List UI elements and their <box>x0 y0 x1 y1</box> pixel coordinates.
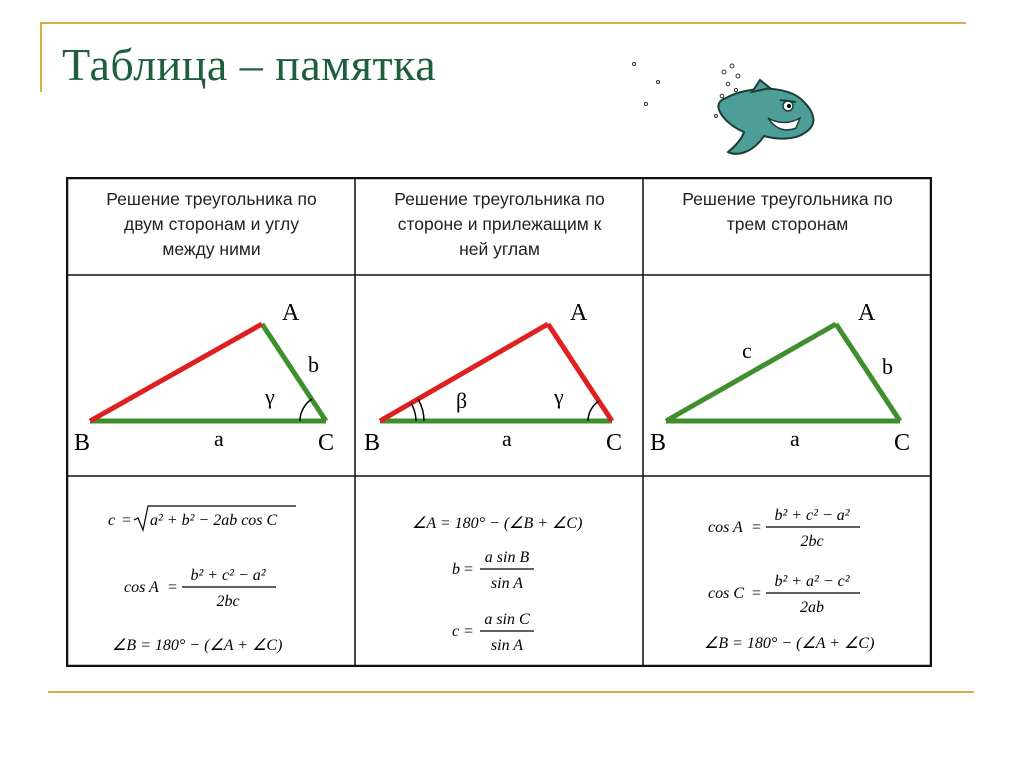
formula-equals: = <box>464 623 474 640</box>
vertex-label-a: A <box>282 300 300 326</box>
formula-equals: = <box>122 512 132 529</box>
formula-numerator: a sin C <box>484 611 530 628</box>
vertex-label-c: C <box>606 430 623 456</box>
formula-numerator: b² + a² − c² <box>774 573 850 590</box>
formula-numerator: b² + c² − a² <box>774 507 850 524</box>
formula-text: ∠B = 180° − (∠A + ∠C) <box>112 637 283 654</box>
formula-law-of-cosines <box>100 500 340 536</box>
side-label-a: a <box>790 426 800 451</box>
side-label-a: a <box>214 426 224 451</box>
formula-angle-b <box>700 626 930 658</box>
angle-label-gamma: γ <box>265 384 275 409</box>
header-col-3 <box>644 187 931 237</box>
formula-lhs: cos A <box>708 519 743 536</box>
bottom-rule <box>48 691 974 693</box>
side-label-c: c <box>742 338 752 363</box>
header-line: Решение треугольника по <box>106 189 317 209</box>
formula-lhs: b <box>452 561 460 578</box>
slide-title: Таблица – памятка <box>62 39 437 90</box>
formula-equals: = <box>168 579 178 596</box>
top-rule <box>40 22 966 24</box>
formula-equals: = <box>752 519 762 536</box>
formula-equals: = <box>464 561 474 578</box>
formula-denominator: 2bc <box>800 533 824 550</box>
formula-lhs: cos C <box>708 585 744 602</box>
formula-lhs: c <box>108 512 116 529</box>
triangle-diagram-sss <box>644 278 930 476</box>
formula-angle-b <box>108 628 348 660</box>
side-label-b: b <box>882 354 893 379</box>
formula-radicand: a² + b² − 2ab cos C <box>150 512 278 529</box>
angle-label-beta: β <box>456 388 468 413</box>
side-label-a: a <box>502 426 512 451</box>
triangle-diagram-asa <box>356 278 642 476</box>
left-rule <box>40 22 42 92</box>
formula-denominator: 2ab <box>800 599 824 616</box>
formula-numerator: a sin B <box>484 549 530 566</box>
formula-denominator: sin A <box>490 637 524 654</box>
header-line: ней углам <box>459 239 540 259</box>
header-col-2 <box>356 187 643 262</box>
header-line: между ними <box>162 239 261 259</box>
side-label-b: b <box>308 352 319 377</box>
formula-denominator: 2bc <box>216 593 240 610</box>
formula-angle-a <box>408 506 638 538</box>
header-col-1 <box>68 187 355 262</box>
vertex-label-b: B <box>364 430 381 456</box>
triangle-diagram-sas <box>68 278 354 476</box>
vertex-label-a: A <box>858 300 876 326</box>
header-line: трем сторонам <box>726 214 849 234</box>
formula-equals: = <box>752 585 762 602</box>
formula-cos-c <box>704 566 924 622</box>
angle-label-gamma: γ <box>554 384 564 409</box>
header-line: Решение треугольника по <box>682 189 893 209</box>
formula-lhs: cos A <box>124 579 159 596</box>
header-line: Решение треугольника по <box>394 189 605 209</box>
formula-cos-a <box>704 500 924 556</box>
shark-icon <box>628 58 828 168</box>
vertex-label-a: A <box>570 300 588 326</box>
formula-numerator: b² + c² − a² <box>190 567 266 584</box>
formula-lhs: c <box>452 623 460 640</box>
header-line: стороне и прилежащим к <box>397 214 602 234</box>
formula-denominator: sin A <box>490 575 524 592</box>
formula-text: ∠A = 180° − (∠B + ∠C) <box>412 515 583 532</box>
vertex-label-c: C <box>318 430 335 456</box>
vertex-label-b: B <box>74 430 91 456</box>
formula-text: ∠B = 180° − (∠A + ∠C) <box>704 635 875 652</box>
formula-cos-a <box>120 560 340 616</box>
vertex-label-c: C <box>894 430 911 456</box>
formula-law-of-sines-c <box>448 604 608 660</box>
vertex-label-b: B <box>650 430 667 456</box>
header-line: двум сторонам и углу <box>124 214 299 234</box>
formula-law-of-sines-b <box>448 542 608 598</box>
